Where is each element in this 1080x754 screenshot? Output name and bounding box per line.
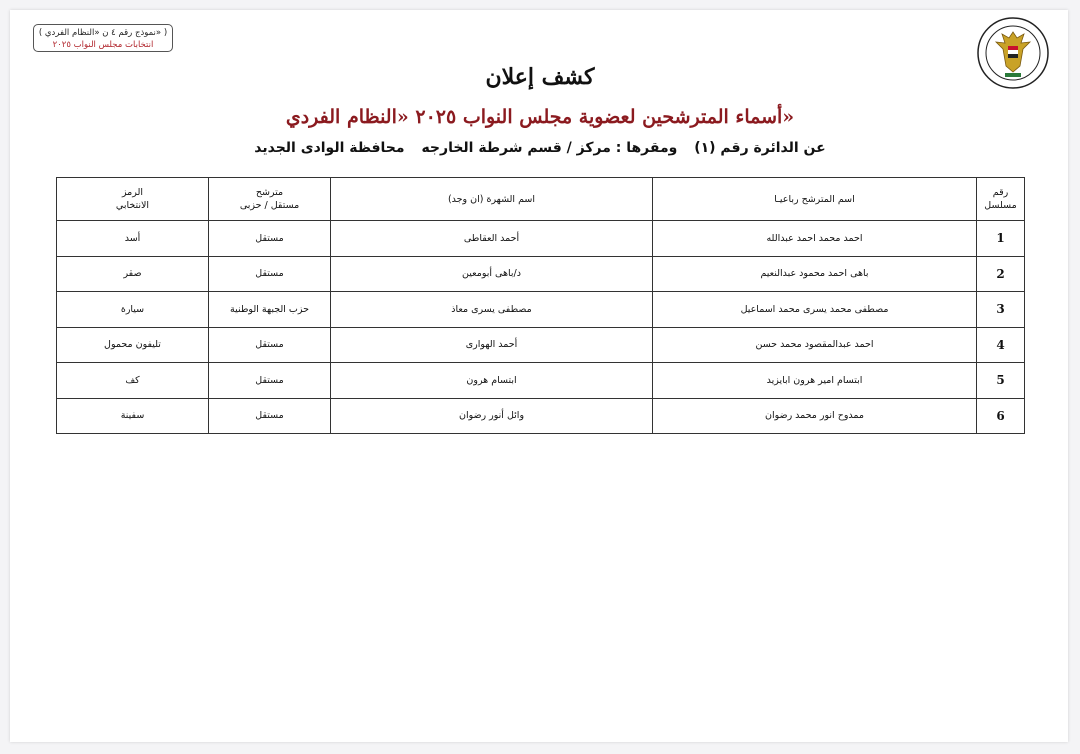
cell-nickname: مصطفى يسرى معاذ: [331, 292, 653, 328]
cell-type: مستقل: [209, 363, 331, 399]
cell-name: احمد محمد احمد عبدالله: [653, 221, 977, 257]
cell-type: حزب الجبهة الوطنية: [209, 292, 331, 328]
cell-serial: 1: [977, 221, 1025, 257]
table-row: [57, 221, 1025, 257]
cell-serial: 6: [977, 398, 1025, 434]
table-row: [57, 256, 1025, 292]
cell-nickname: ابتسام هرون: [331, 363, 653, 399]
cell-type: مستقل: [209, 221, 331, 257]
district-governorate: محافظة الوادى الجديد: [254, 140, 405, 156]
district-seat: ومقرها : مركز / قسم شرطة الخارجه: [421, 140, 678, 156]
district-number: عن الدائرة رقم (١): [694, 140, 826, 156]
cell-nickname: وائل أنور رضوان: [331, 398, 653, 434]
candidates-table: [56, 177, 1025, 434]
cell-type: مستقل: [209, 398, 331, 434]
cell-type: مستقل: [209, 256, 331, 292]
table-row: [57, 363, 1025, 399]
cell-symbol: سيارة: [57, 292, 209, 328]
cell-nickname: أحمد الهوارى: [331, 327, 653, 363]
table-row: [57, 327, 1025, 363]
form-number-label: ( نموذج رقم ٤ ن «النظام الفردي» ): [38, 28, 168, 38]
table-row: [57, 398, 1025, 434]
table-header-row: [57, 178, 1025, 221]
header-nickname: اسم الشهرة (ان وجد): [331, 178, 653, 221]
cell-serial: 3: [977, 292, 1025, 328]
cell-symbol: صقر: [57, 256, 209, 292]
election-label: انتخابات مجلس النواب ٢٠٢٥: [52, 40, 154, 50]
district-info: [0, 140, 1080, 156]
cell-symbol: سفينة: [57, 398, 209, 434]
cell-type: مستقل: [209, 327, 331, 363]
cell-name: مصطفى محمد يسرى محمد اسماعيل: [653, 292, 977, 328]
cell-nickname: أحمد العقاطى: [331, 221, 653, 257]
cell-symbol: كف: [57, 363, 209, 399]
page-title: كشف إعلان: [485, 64, 595, 90]
cell-nickname: د/باهى أبومعين: [331, 256, 653, 292]
cell-serial: 4: [977, 327, 1025, 363]
header-name: اسم المترشح رباعيـا: [653, 178, 977, 221]
form-number-box: [33, 24, 173, 52]
cell-serial: 5: [977, 363, 1025, 399]
header-symbol: الرمز الانتخابي: [57, 178, 209, 221]
header-type: مترشح مستقل / حزبى: [209, 178, 331, 221]
cell-symbol: تليفون محمول: [57, 327, 209, 363]
cell-name: احمد عبدالمقصود محمد حسن: [653, 327, 977, 363]
page-subtitle: أسماء المترشحين لعضوية مجلس النواب ٢٠٢٥ «النظام الفردي»: [285, 106, 795, 128]
cell-name: باهى احمد محمود عبدالنعيم: [653, 256, 977, 292]
cell-name: ابتسام امير هرون ابايزيد: [653, 363, 977, 399]
cell-symbol: أسد: [57, 221, 209, 257]
header-serial: رقم مسلسل: [977, 178, 1025, 221]
cell-serial: 2: [977, 256, 1025, 292]
cell-name: ممدوح انور محمد رضوان: [653, 398, 977, 434]
table-row: [57, 292, 1025, 328]
